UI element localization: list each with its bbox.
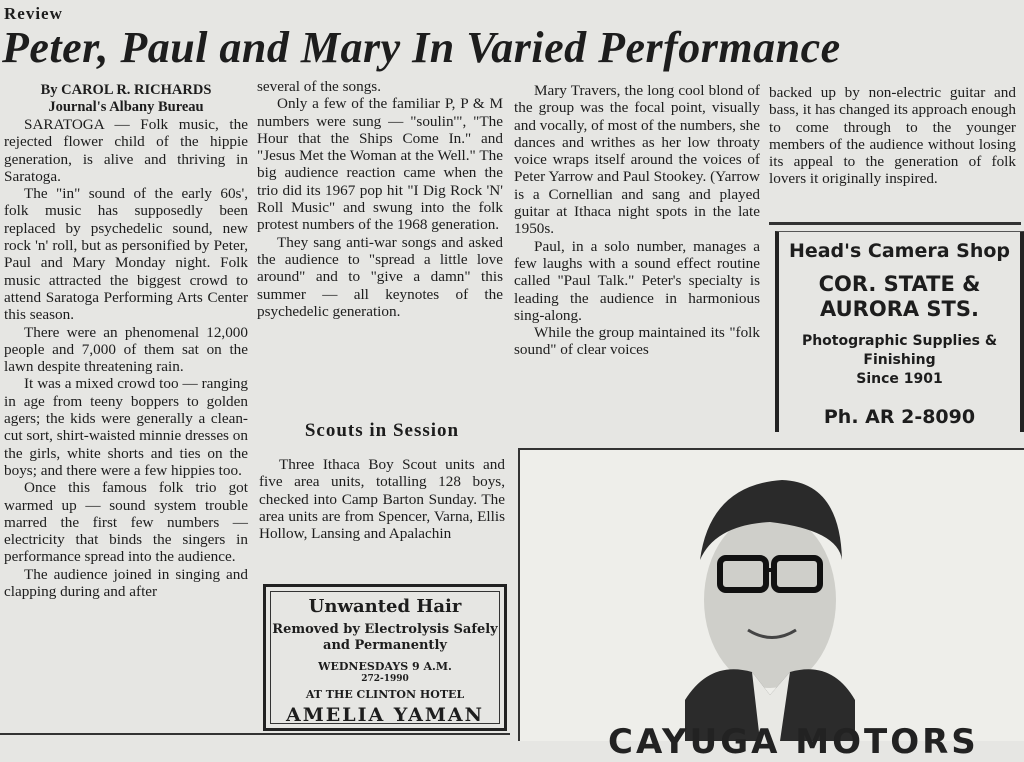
- scouts-headline: Scouts in Session: [304, 420, 460, 441]
- ad-title: Unwanted Hair: [308, 596, 462, 617]
- scouts-story: [259, 456, 505, 542]
- ad-name: AMELIA YAMAN: [285, 704, 485, 726]
- article-column-3: [514, 82, 760, 359]
- paragraph: several of the songs.: [257, 78, 381, 95]
- article-column-1: [4, 82, 248, 600]
- paragraph: They sang anti-war songs and asked the audience to "spread a little love around" and to "give a damn" this summer — all keynotes of the psychedelic generation.: [257, 233, 503, 320]
- ad-line: Removed by Electrolysis Safely and Permanently: [272, 622, 498, 653]
- paragraph: Three Ithaca Boy Scout units and five area units, totalling 128 boys, checked into Camp Barton Sunday. The area units are from Spencer, Varna, Ellis Hollow, Lansing and Apalachin: [259, 456, 505, 543]
- ad-phone: Ph. AR 2-8090: [823, 406, 976, 428]
- electrolysis-ad: [263, 584, 507, 731]
- portrait-photo: [520, 450, 1024, 741]
- photo-ad: [518, 448, 1024, 741]
- ad-shop-name: Head's Camera Shop: [788, 240, 1011, 262]
- paragraph: Mary Travers, the long cool blond of the group was the focal point, visually and vocally, of most of the numbers, she dances and writhes as her low throaty voice wraps itself around the voices of Peter Yarrow and Paul Stookey. (Yarrow is a Cornellian and sang and played guitar at Ithaca night spots in the late 1950s.: [514, 82, 760, 238]
- byline-bureau: Journal's Albany Bureau: [48, 99, 204, 115]
- ad-services: Photographic Supplies & Finishing Since 1901: [801, 333, 998, 387]
- article-column-2: [257, 78, 503, 320]
- paragraph: The "in" sound of the early 60s', folk music has supposedly been replaced by psychedelic sound, new rock 'n' roll, but as personified by Peter, Paul and Mary Monday night. Folk music attracted the biggest crowd to attend Saratoga Performing Arts Center this season.: [4, 185, 248, 324]
- ad-schedule: WEDNESDAYS 9 A.M.: [318, 660, 452, 673]
- divider: [0, 733, 510, 735]
- paragraph: While the group maintained its "folk sound" of clear voices: [514, 324, 760, 359]
- byline-author: By CAROL R. RICHARDS: [40, 82, 212, 98]
- paragraph: Only a few of the familiar P, P & M numbers were sung — "soulin'", "The Hour that the Ships Come In." and "Jesus Met the Woman at the Well." The big audience reaction came when the trio did its 1967 pop hit "I Dig Rock 'N' Roll Music" and swung into the folk protest numbers of the 1968 generation.: [257, 95, 503, 234]
- headline: Peter, Paul and Mary In Varied Performance: [2, 23, 841, 72]
- ad-location: AT THE CLINTON HOTEL: [305, 688, 465, 701]
- article-column-4: [769, 84, 1016, 188]
- section-label: Review: [4, 4, 63, 23]
- ad-address: COR. STATE & AURORA STS.: [818, 272, 981, 321]
- ad-phone: 272-1990: [361, 674, 409, 684]
- camera-shop-ad: [775, 231, 1024, 432]
- divider: [769, 222, 1021, 225]
- paragraph: There were an phenomenal 12,000 people and 7,000 of them sat on the lawn despite threatening rain.: [4, 323, 248, 376]
- bottom-ad-partial: CAYUGA MOTORS: [608, 722, 979, 762]
- paragraph: It was a mixed crowd too — ranging in age from teeny boppers to golden agers; the kids were generally a clean-cut sort, shirt-waisted minnie dresses on the girls, white shorts and ties on the boys; and there were a few hippies too.: [4, 375, 248, 479]
- paragraph: SARATOGA — Folk music, the rejected flower child of the hippie generation, is alive and thriving in Saratoga.: [4, 116, 248, 185]
- ad-inner-border: [270, 591, 500, 724]
- paragraph: Once this famous folk trio got warmed up — sound system trouble marred the first few numbers — electricity that binds the singers in performance spread into the audience.: [4, 479, 248, 566]
- paragraph: Paul, in a solo number, manages a few laughs with a sound effect routine called "Paul Talk." Peter's specialty is leading the audience in harmonious sing-along.: [514, 237, 760, 324]
- paragraph: backed up by non-electric guitar and bass, it has changed its approach enough to come through to the younger members of the audience without losing its appeal to the generation of folk lovers it originally inspired.: [769, 84, 1016, 188]
- paragraph: The audience joined in singing and clapping during and after: [4, 565, 248, 601]
